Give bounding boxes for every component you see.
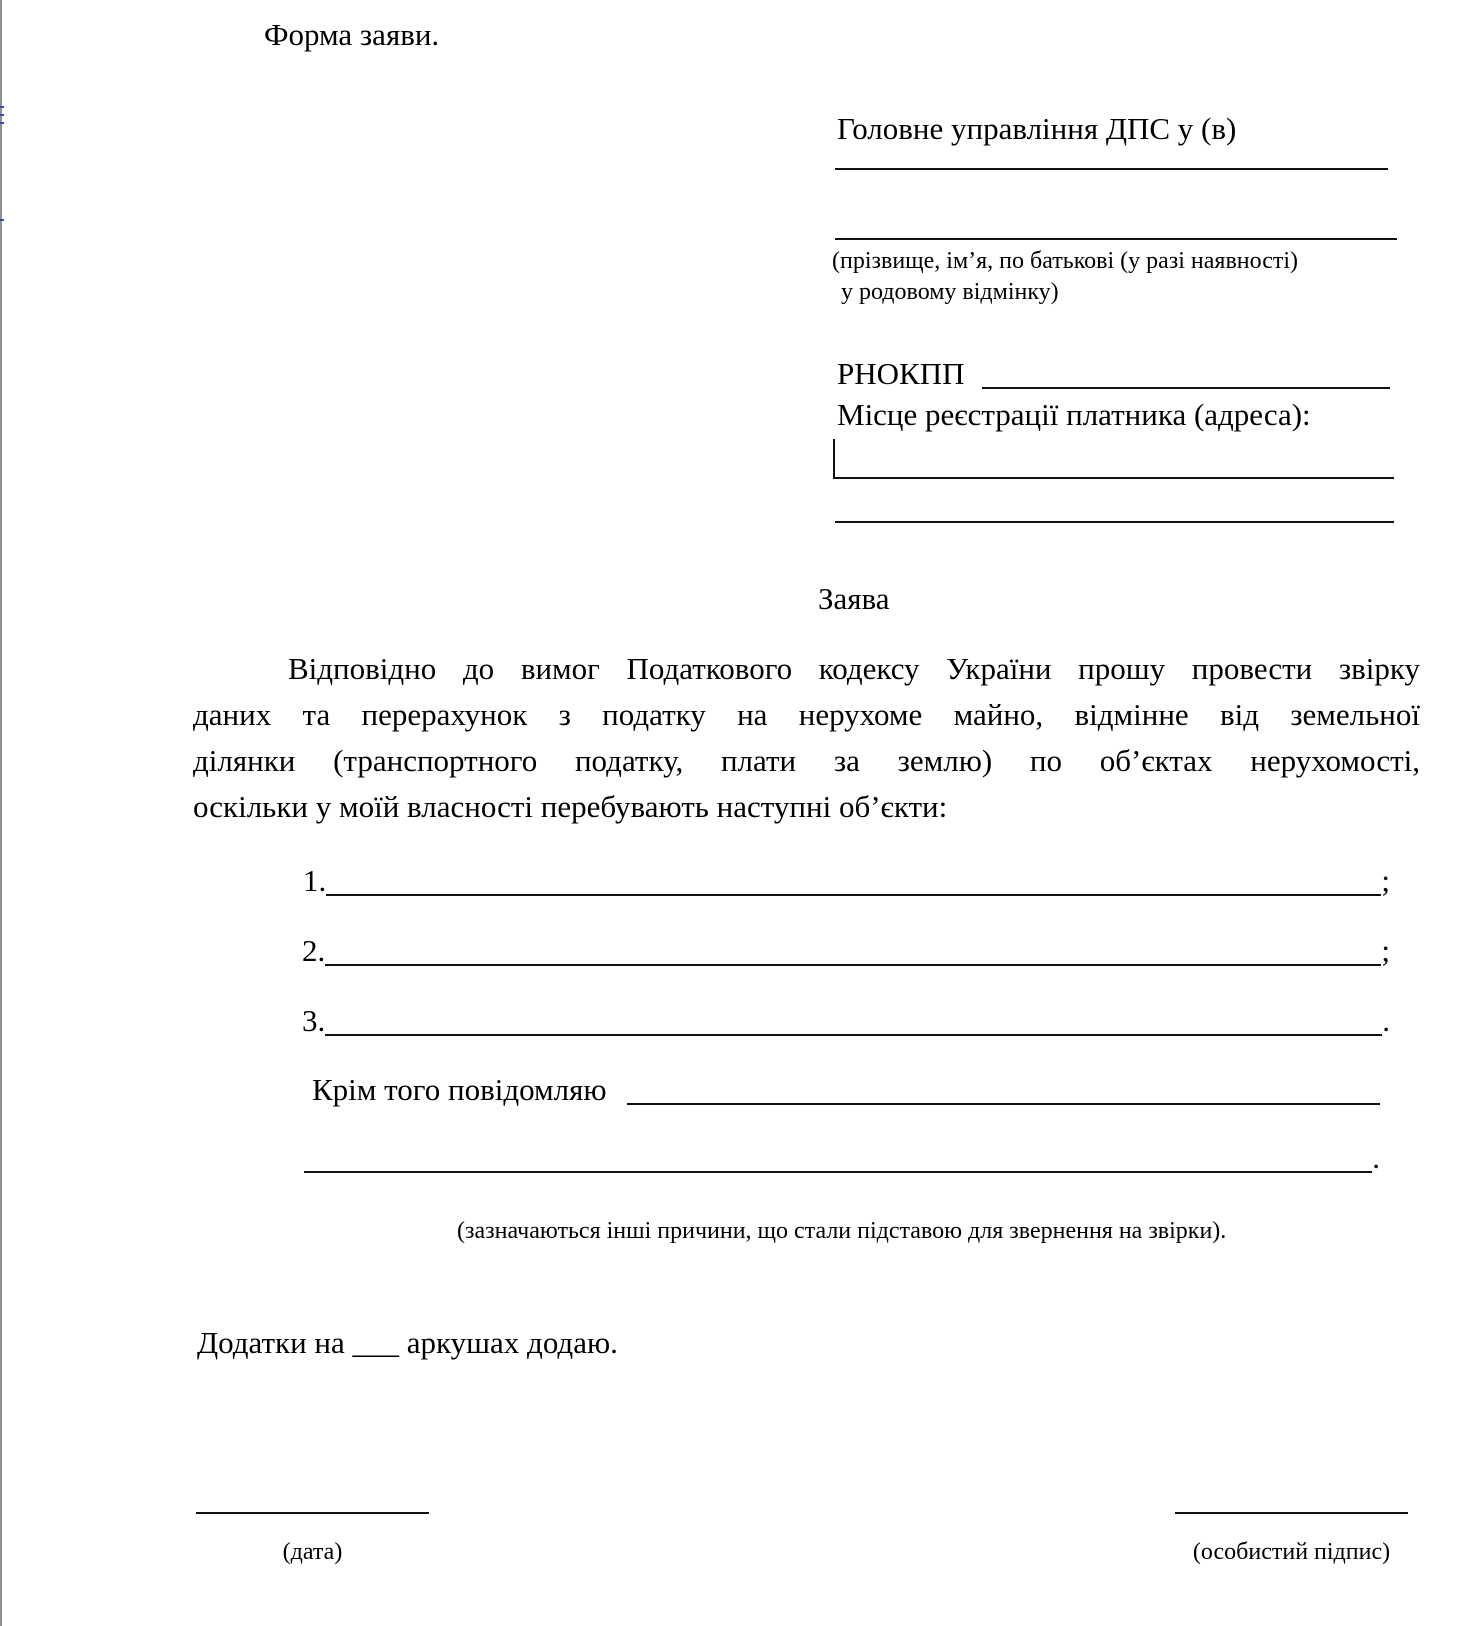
besides-field-line[interactable] [627,1103,1380,1105]
item-number: 3. [302,1003,326,1038]
item-terminator: . [1382,1003,1390,1038]
form-title: Форма заяви. [264,17,440,52]
body-line: даних та перерахунок з податку на нерухоме майно, відмінне від земельної [193,697,1420,732]
object-item-row-1 [303,859,1390,899]
edge-artifact [0,219,4,221]
attachments-text-after: аркушах додаю. [406,1325,618,1360]
body-line: оскільки у моїй власності перебувають наступні об’єкти: [193,789,948,824]
item-number: 2. [302,933,326,968]
recipient-name-field-line[interactable] [835,238,1397,240]
item-terminator: ; [1381,863,1390,898]
body-line: ділянки (транспортного податку, плати за землю) по об’єктах нерухомості, [193,743,1420,778]
besides-label: Крім того повідомляю [312,1072,607,1107]
object-field-line-1[interactable] [326,894,1381,896]
attachments-line [197,1324,618,1362]
signature-field-line[interactable] [1175,1512,1408,1514]
edge-artifact [0,122,4,124]
address-label: Місце реєстрації платника (адреса): [837,397,1311,432]
besides-row [312,1068,1380,1108]
object-item-row-3 [302,999,1390,1039]
address-cursor-bar [833,439,835,479]
edge-artifact [0,114,4,116]
attachments-count-blank[interactable]: ___ [352,1325,400,1360]
reasons-terminator: . [1372,1140,1380,1175]
rnokpp-field-line[interactable] [982,387,1390,389]
signature-hint: (особистий підпис) [1192,1539,1391,1565]
attachments-text-before: Додатки на [197,1325,345,1360]
date-hint: (дата) [282,1539,343,1565]
object-item-row-2 [302,929,1390,969]
reasons-field-line[interactable] [304,1171,1372,1173]
object-field-line-3[interactable] [325,1034,1382,1036]
name-hint-line-2: у родовому відмінку) [841,279,1059,305]
reasons-row [304,1136,1380,1176]
item-terminator: ; [1381,933,1390,968]
address-field-line-1[interactable] [835,477,1394,479]
address-field-line-2[interactable] [835,521,1394,523]
application-body [193,646,1420,830]
body-line: Відповідно до вимог Податкового кодексу України прошу провести звірку [288,651,1420,686]
left-edge-line [0,0,2,1626]
rnokpp-row [837,352,1390,392]
recipient-authority-field-line[interactable] [835,168,1388,170]
date-field-line[interactable] [196,1512,429,1514]
item-number: 1. [303,863,327,898]
application-heading: Заява [818,581,890,616]
edge-artifact [0,106,4,108]
reasons-hint: (зазначаються інші причини, що стали підставою для звернення на звірки). [457,1218,1227,1244]
object-field-line-2[interactable] [325,964,1381,966]
recipient-header: Головне управління ДПС у (в) [837,111,1237,146]
name-hint-line-1: (прізвище, ім’я, по батькові (у разі наявності) [832,248,1299,274]
rnokpp-label: РНОКПП [837,356,965,391]
